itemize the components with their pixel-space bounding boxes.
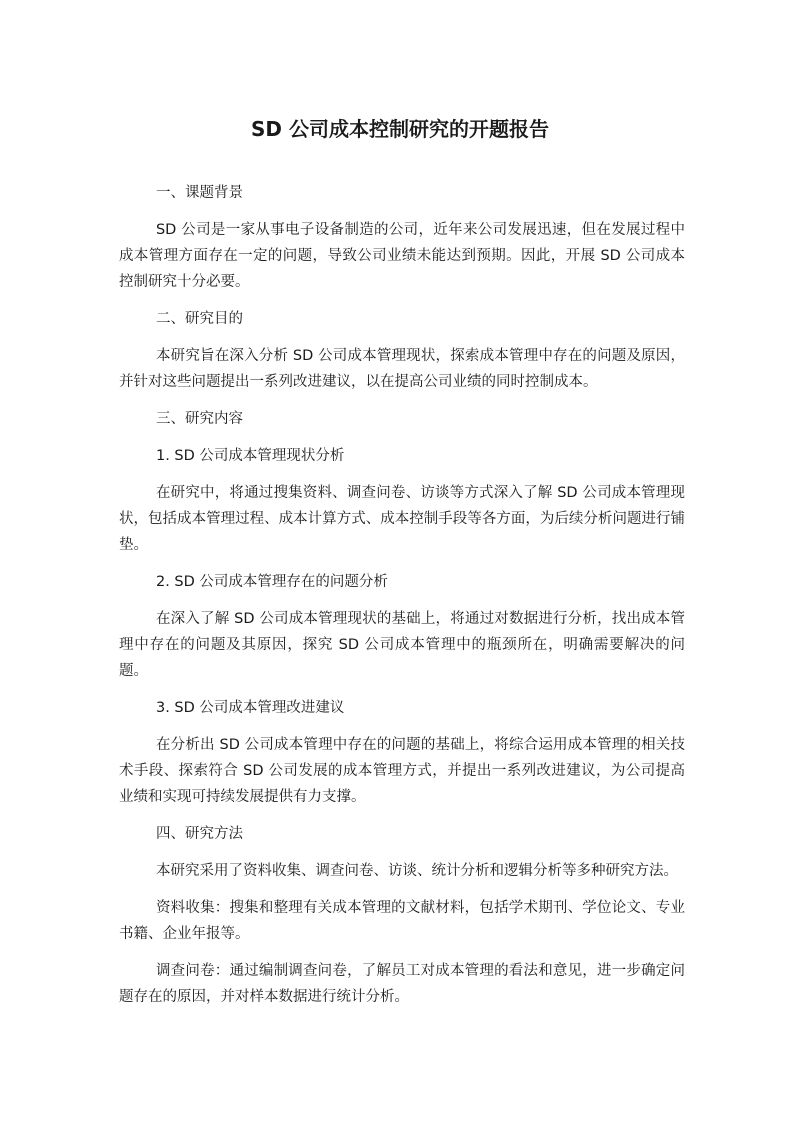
paragraph-data-collection: 资料收集：搜集和整理有关成本管理的文献材料，包括学术期刊、学位论文、专业书籍、企业年报等。: [119, 900, 685, 942]
paragraph-questionnaire: 调查问卷：通过编制调查问卷，了解员工对成本管理的看法和意见，进一步确定问题存在的原因，并对样本数据进行统计分析。: [119, 963, 685, 1005]
section-heading-methods: 四、研究方法: [155, 826, 243, 842]
document-body: [119, 180, 685, 1010]
section-heading-content: 三、研究内容: [155, 411, 243, 427]
paragraph-problem-analysis: 在深入了解 SD 公司成本管理现状的基础上，将通过对数据进行分析，找出成本管理中存在的问题及其原因，探究 SD 公司成本管理中的瓶颈所在，明确需要解决的问题。: [119, 611, 685, 679]
section-heading-background: 一、课题背景: [155, 185, 243, 201]
subheading-improvement: 3. SD 公司成本管理改进建议: [155, 700, 345, 716]
subheading-problem-analysis: 2. SD 公司成本管理存在的问题分析: [155, 574, 388, 590]
paragraph-methods-overview: 本研究采用了资料收集、调查问卷、访谈、统计分析和逻辑分析等多种研究方法。: [155, 863, 678, 879]
document-title: SD 公司成本控制研究的开题报告: [251, 117, 549, 141]
paragraph-improvement: 在分析出 SD 公司成本管理中存在的问题的基础上，将综合运用成本管理的相关技术手段、探索符合 SD 公司发展的成本管理方式，并提出一系列改进建议，为公司提高业绩和实现可持续发展提供有力支撑。: [119, 737, 685, 805]
section-heading-purpose: 二、研究目的: [155, 311, 243, 327]
paragraph-current-status: 在研究中，将通过搜集资料、调查问卷、访谈等方式深入了解 SD 公司成本管理现状，包括成本管理过程、成本计算方式、成本控制手段等各方面，为后续分析问题进行铺垫。: [119, 485, 685, 553]
paragraph-purpose: 本研究旨在深入分析 SD 公司成本管理现状，探索成本管理中存在的问题及原因，并针对这些问题提出一系列改进建议，以在提高公司业绩的同时控制成本。: [119, 348, 685, 390]
paragraph-background: SD 公司是一家从事电子设备制造的公司，近年来公司发展迅速，但在发展过程中成本管理方面存在一定的问题，导致公司业绩未能达到预期。因此，开展 SD 公司成本控制研究十分必要。: [119, 222, 685, 290]
subheading-current-status: 1. SD 公司成本管理现状分析: [155, 448, 345, 464]
